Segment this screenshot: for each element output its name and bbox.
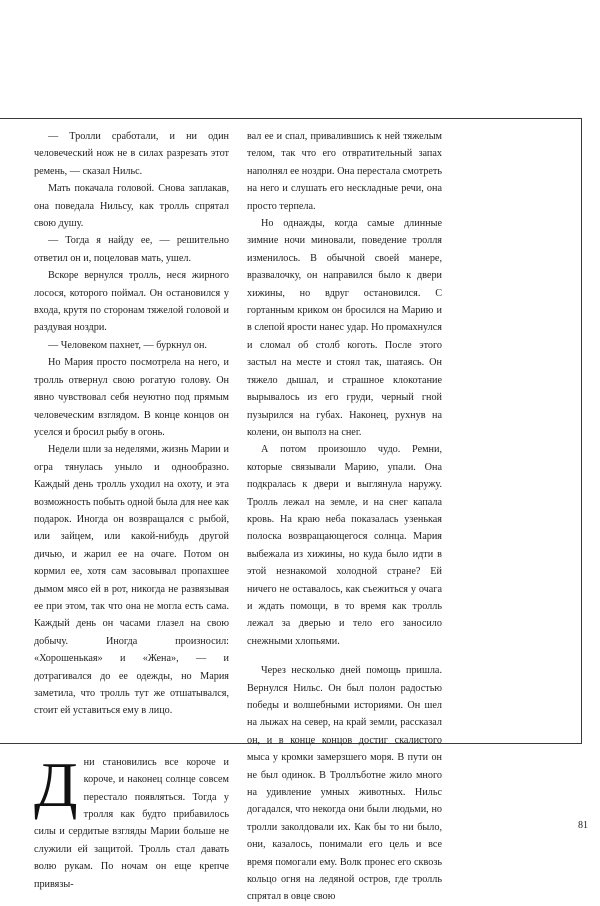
dropcap-paragraph: [34, 748, 229, 893]
paragraph: Но Мария просто посмотрела на него, и тролль отвернул свою рогатую голову. Он явно чувствовал себя неуютно под прямым человеческим взглядом. В конце концов он уселся и бросил рыбу в огонь.: [34, 357, 229, 438]
paragraph: — Тролли сработали, и ни один человеческий нож не в силах разрезать этот ремень, — сказал Нильс.: [34, 131, 229, 177]
paragraph: Вскоре вернулся тролль, неся жирного лосося, которого поймал. Он остановился у входа, крутя по сторонам тяжелой головой и раздувая ноздри.: [34, 270, 229, 334]
paragraph: Через несколько дней помощь пришла. Вернулся Нильс. Он был полон радостью победы и волшебными историями. Он шел на лыжах на север, на край земли, рассказал он, и в конце концов достиг скалистого мыса у кромки замерзшего моря. В пути он не был одинок. В Троллъботне жило много на удивление умных животных. Нильс догадался, что некогда они были людьми, но тролли заколдовали их. Как бы то ни было, они, казалось, понимали его цель и все время помогали ему. Волк пронес его сквозь кольцо огня на ледяной остров, где тролль спрятал в овце свою: [247, 665, 442, 903]
paragraph: Мать покачала головой. Снова заплакав, она поведала Нильсу, как тролль спрятал свою душу.: [34, 183, 229, 230]
paragraph: А потом произошло чудо. Ремни, которые связывали Марию, упали. Она подкралась к двери и выглянула наружу. Тролль лежал на земле, и на снег капала кровь. На краю неба показалась узенькая полоска возвращающегося солнца. Мария выбежала из хижины, но куда было идти в этой незнакомой холодной стране? Ей ничего не оставалось, как съежиться у очага и ждать помощи, в то время как тролль лежал за дверью и тело его заносило снежными хлопьями.: [247, 444, 442, 647]
dropcap-text: ни становились все короче и короче, и наконец солнце совсем перестало появляться. Тогда у тролля как будто прибавилось силы и сердитые взгляды Марии больше не служили ей защитой. Тролль стал давать волю рукам. По ночам он еще крепче привязы-: [34, 756, 229, 890]
page-number: 81: [578, 820, 588, 831]
paragraph: — Человеком пахнет, — буркнул он.: [48, 339, 207, 351]
paragraph: Но однажды, когда самые длинные зимние ночи миновали, поведение тролля изменилось. В обычной своей манере, вразвалочку, он направился было к двери хижины, но вдруг остановился. С гортанным криком он бросился на Марию и в слепой ярости нанес удар. Но промахнулся и сломал об столб коготь. После этого застыл на месте и стоял так, шатаясь. Он тяжело дышал, и страшное клокотание вырывалось из его груди, черный гной пузырился на губах. Наконец, рухнув на колени, он выполз на снег.: [247, 218, 442, 438]
paragraph: вал ее и спал, привалившись к ней тяжелым телом, так что его отвратительный запах наполнял ее ноздри. Она перестала смотреть на него и слушать его нескладные речи, она просто терпела.: [247, 131, 442, 212]
paragraph: Недели шли за неделями, жизнь Марии и огра тянулась уныло и однообразно. Каждый день тролль уходил на охоту, и эта возможность побыть одной была для нее как подарок. Иногда он возвращался с рыбой, или зайцем, или какой-нибудь другой дичью, и жарил ее на очаге. Потом он кормил ее, хотя сам засовывал пропахшее дымом мясо ей в рот, никогда не развязывая ее при этом, так что она не могла есть сама. Каждый день он часами глазел на свою добычу. Иногда произносил: «Хорошенькая» и «Жена», — и дотрагивался до ее одежды, но Мария заметила, что тролль тут же отшатывался, стоит ей уставиться ему в лицо.: [34, 444, 229, 717]
paragraph: — Тогда я найду ее, — решительно ответил он и, поцеловав мать, ушел.: [34, 235, 229, 264]
right-column: [247, 128, 442, 906]
left-column: [34, 128, 229, 893]
dropcap-letter: Д: [34, 748, 78, 820]
